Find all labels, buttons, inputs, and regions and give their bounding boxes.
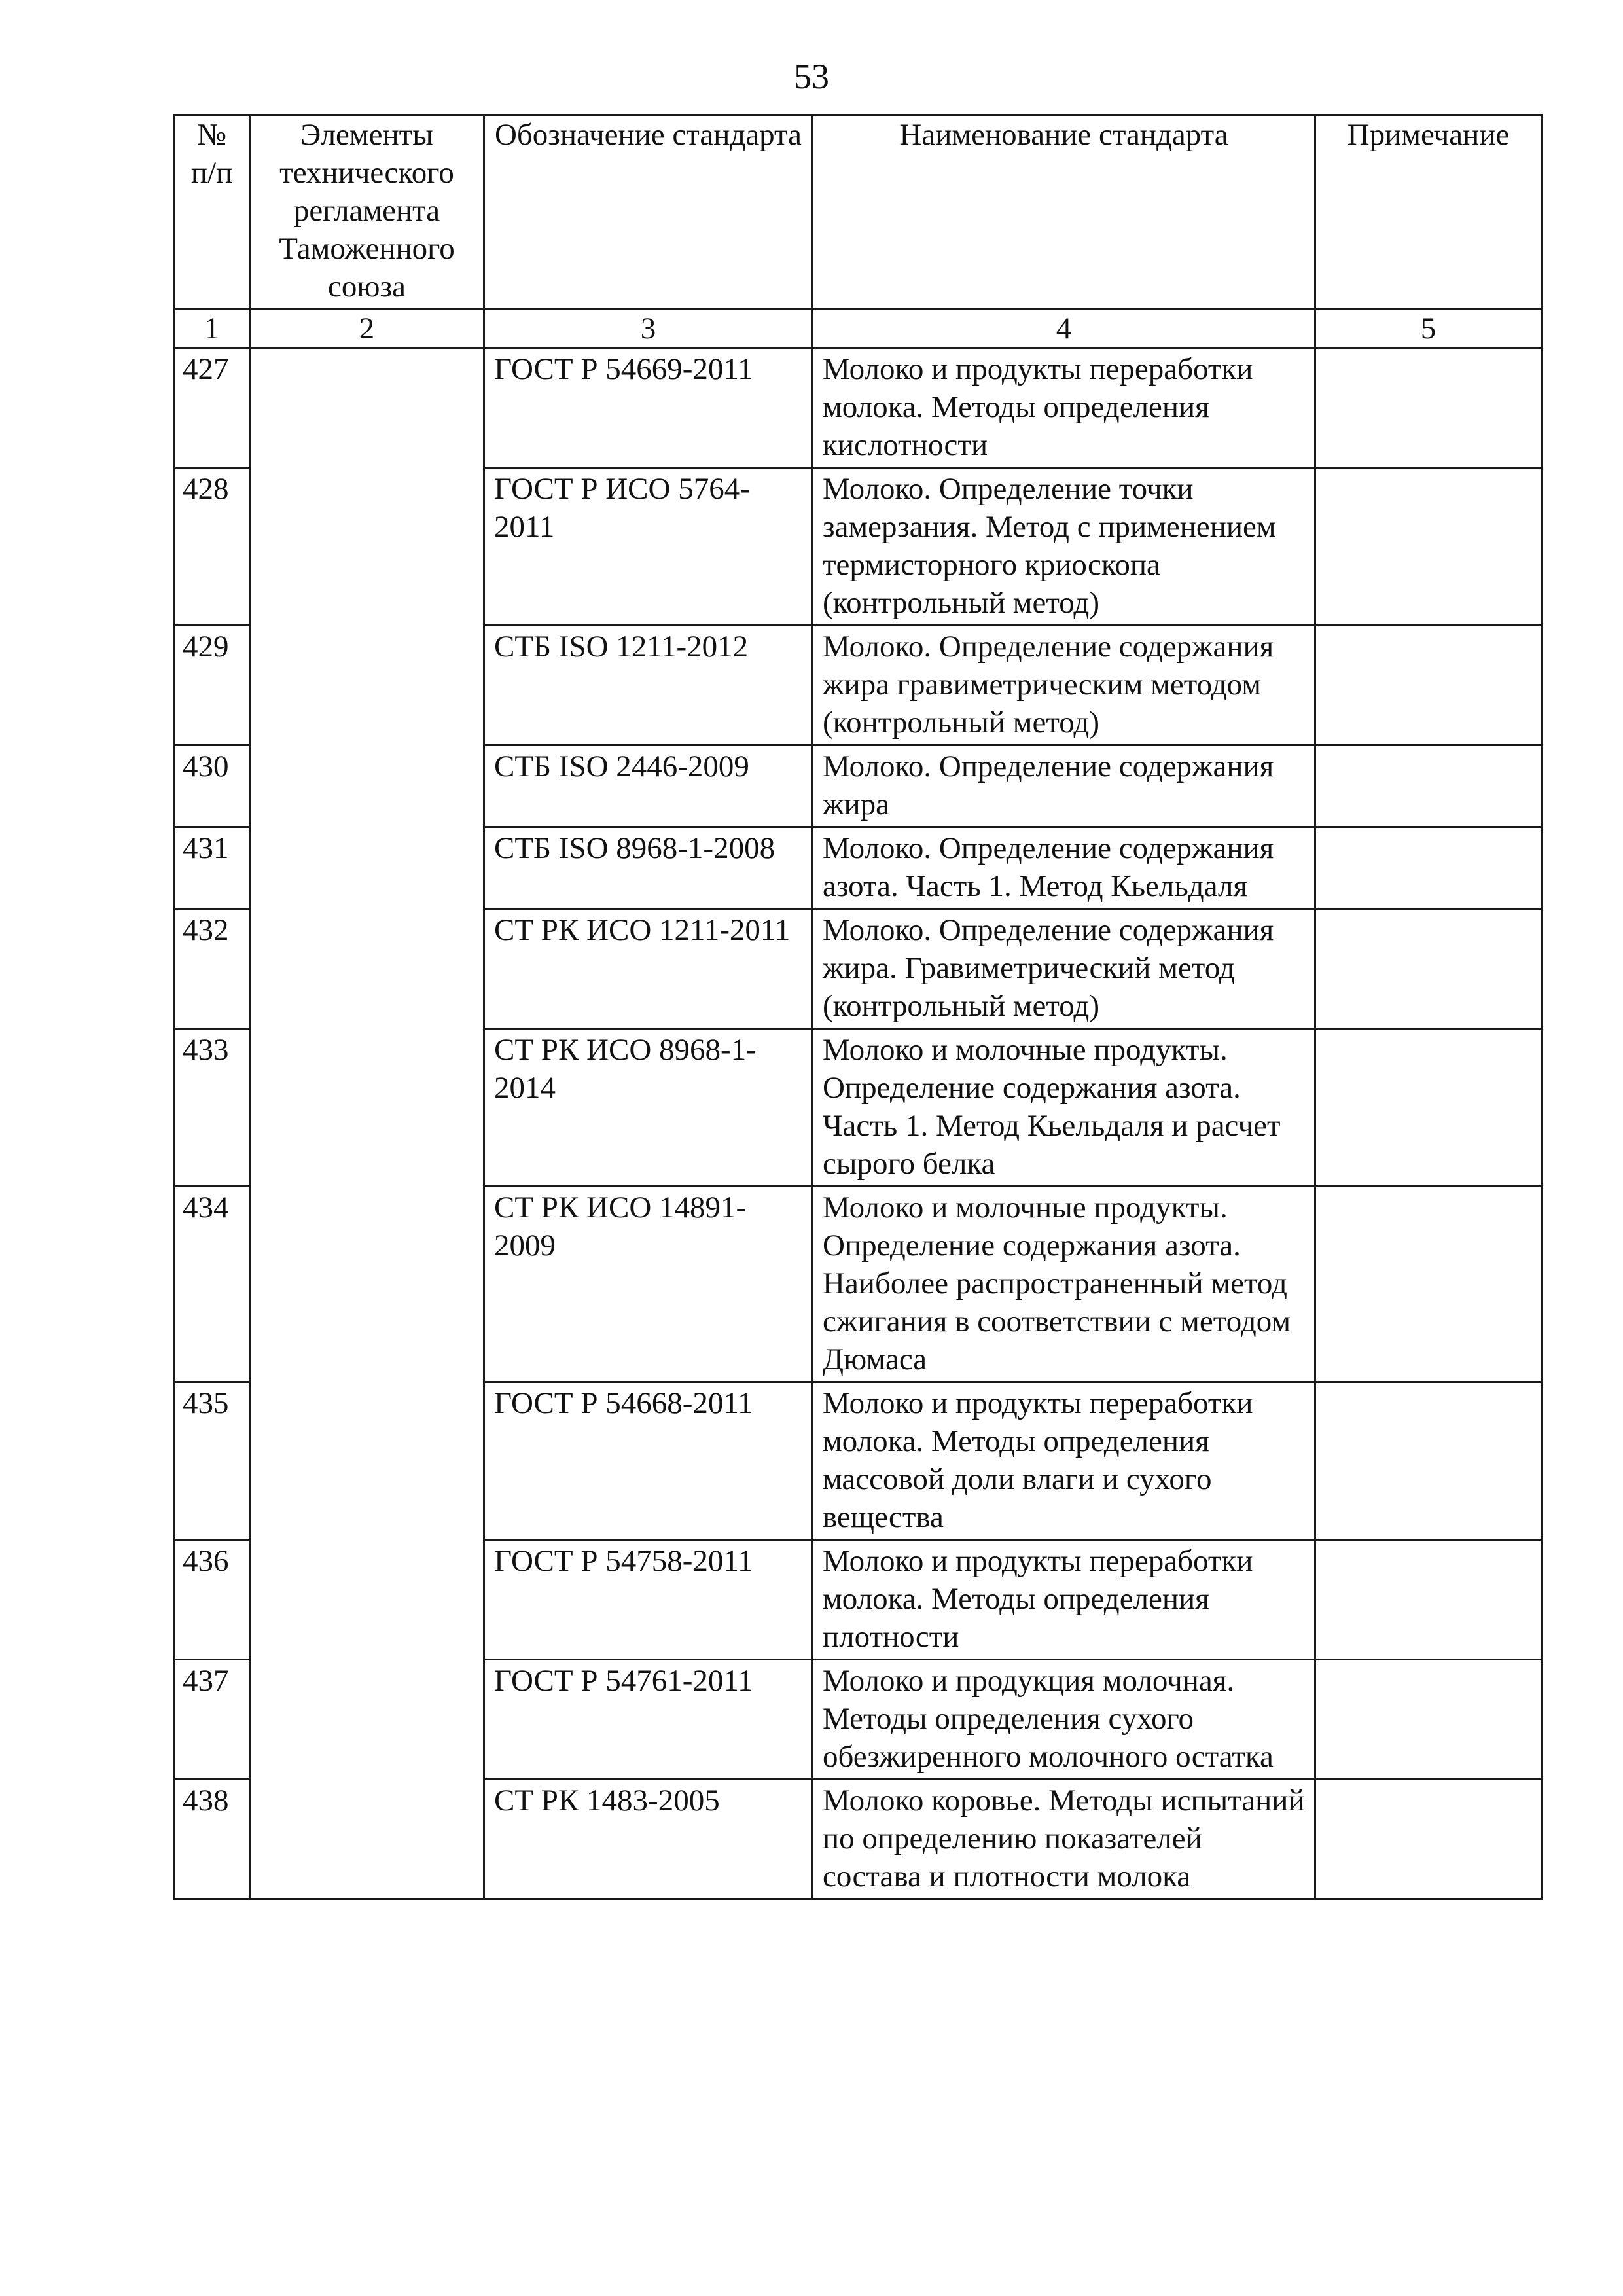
row-number: 436 [174, 1540, 250, 1660]
note-cell [1315, 1029, 1542, 1187]
note-cell [1315, 468, 1542, 626]
standard-designation: СТ РК 1483-2005 [484, 1780, 813, 1899]
note-cell [1315, 348, 1542, 468]
header-num: № п/п [174, 115, 250, 310]
row-number: 430 [174, 745, 250, 827]
column-number: 5 [1315, 310, 1542, 348]
standard-designation: СТ РК ИСО 14891-2009 [484, 1187, 813, 1382]
standard-name: Молоко. Определение содержания жира гравиметрическим методом (контрольный метод) [813, 626, 1315, 745]
note-cell [1315, 1187, 1542, 1382]
header-note: Примечание [1315, 115, 1542, 310]
note-cell [1315, 1780, 1542, 1899]
standard-name: Молоко. Определение содержания жира. Гравиметрический метод (контрольный метод) [813, 909, 1315, 1029]
standard-name: Молоко и продукты переработки молока. Методы определения кислотности [813, 348, 1315, 468]
standard-designation: ГОСТ Р 54761-2011 [484, 1660, 813, 1780]
note-cell [1315, 626, 1542, 745]
note-cell [1315, 909, 1542, 1029]
note-cell [1315, 827, 1542, 909]
standard-designation: СТБ ISO 2446-2009 [484, 745, 813, 827]
standard-name: Молоко и продукция молочная. Методы определения сухого обезжиренного молочного остатка [813, 1660, 1315, 1780]
standard-designation: СТБ ISO 8968-1-2008 [484, 827, 813, 909]
standard-designation: СТ РК ИСО 1211-2011 [484, 909, 813, 1029]
elements-cell [250, 348, 484, 1899]
column-number: 2 [250, 310, 484, 348]
standard-designation: ГОСТ Р 54668-2011 [484, 1382, 813, 1540]
standard-designation: СТБ ISO 1211-2012 [484, 626, 813, 745]
header-elements: Элементы технического регламента Таможенного союза [250, 115, 484, 310]
column-number: 3 [484, 310, 813, 348]
table-row [174, 348, 1542, 468]
note-cell [1315, 1540, 1542, 1660]
standard-name: Молоко. Определение содержания жира [813, 745, 1315, 827]
row-number: 437 [174, 1660, 250, 1780]
row-number: 432 [174, 909, 250, 1029]
row-number: 433 [174, 1029, 250, 1187]
standard-designation: СТ РК ИСО 8968-1-2014 [484, 1029, 813, 1187]
row-number: 434 [174, 1187, 250, 1382]
page-number: 53 [794, 57, 829, 96]
header-designation: Обозначение стандарта [484, 115, 813, 310]
header-name: Наименование стандарта [813, 115, 1315, 310]
standard-name: Молоко и продукты переработки молока. Методы определения массовой доли влаги и сухого вещества [813, 1382, 1315, 1540]
standard-designation: ГОСТ Р 54758-2011 [484, 1540, 813, 1660]
standard-name: Молоко и продукты переработки молока. Методы определения плотности [813, 1540, 1315, 1660]
column-number: 1 [174, 310, 250, 348]
standard-name: Молоко. Определение точки замерзания. Метод с применением термисторного криоскопа (контрольный метод) [813, 468, 1315, 626]
note-cell [1315, 745, 1542, 827]
header-row [174, 115, 1542, 310]
note-cell [1315, 1382, 1542, 1540]
note-cell [1315, 1660, 1542, 1780]
column-number-row [174, 310, 1542, 348]
row-number: 427 [174, 348, 250, 468]
row-number: 438 [174, 1780, 250, 1899]
row-number: 435 [174, 1382, 250, 1540]
standard-designation: ГОСТ Р ИСО 5764-2011 [484, 468, 813, 626]
standard-designation: ГОСТ Р 54669-2011 [484, 348, 813, 468]
standard-name: Молоко и молочные продукты. Определение содержания азота. Часть 1. Метод Кьельдаля и расчет сырого белка [813, 1029, 1315, 1187]
standards-table [173, 114, 1543, 1900]
standard-name: Молоко и молочные продукты. Определение содержания азота. Наиболее распространенный метод сжигания в соответствии с методом Дюмаса [813, 1187, 1315, 1382]
row-number: 431 [174, 827, 250, 909]
column-number: 4 [813, 310, 1315, 348]
row-number: 429 [174, 626, 250, 745]
standard-name: Молоко коровье. Методы испытаний по определению показателей состава и плотности молока [813, 1780, 1315, 1899]
standard-name: Молоко. Определение содержания азота. Часть 1. Метод Кьельдаля [813, 827, 1315, 909]
row-number: 428 [174, 468, 250, 626]
